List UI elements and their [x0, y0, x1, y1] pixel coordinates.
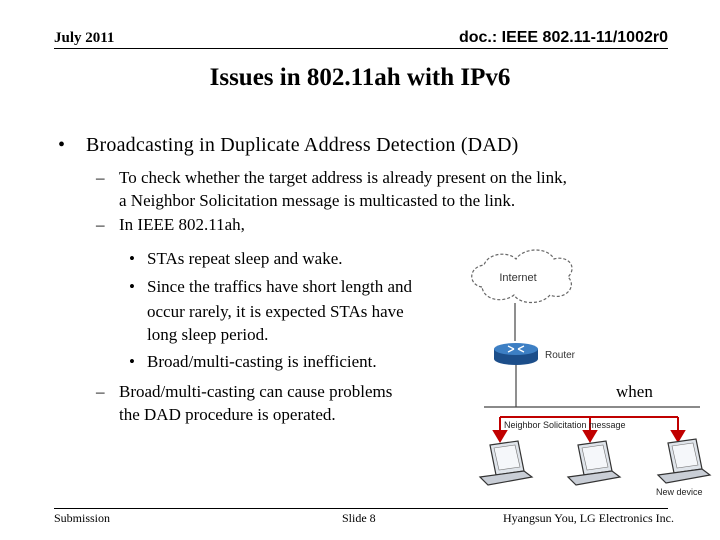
- dash-marker: –: [96, 215, 105, 234]
- header-divider: [54, 48, 668, 49]
- laptop-icon: [568, 441, 620, 485]
- new-device-laptop-icon: [658, 439, 710, 483]
- sub2-item: Since the traffics have short length and: [147, 277, 412, 296]
- sub2-item: Broad/multi-casting is inefficient.: [147, 352, 377, 371]
- slide-title: Issues in 802.11ah with IPv6: [209, 64, 511, 91]
- router-label: Router: [545, 350, 576, 361]
- sub2-item: occur rarely, it is expected STAs have: [147, 302, 404, 321]
- dot-marker: •: [129, 249, 135, 268]
- header-date: July 2011: [54, 30, 115, 46]
- ns-label: Neighbor Solicitation message: [504, 420, 626, 430]
- dot-marker: •: [129, 352, 135, 371]
- new-device-label: New device: [656, 487, 703, 497]
- network-diagram: [460, 245, 720, 500]
- footer-slide-number: Slide 8: [342, 511, 376, 525]
- footer-author: Hyangsun You, LG Electronics Inc.: [503, 511, 674, 525]
- sub1-line1: To check whether the target address is already present on the link,: [119, 168, 567, 187]
- router-icon: [494, 343, 538, 365]
- footer-submission: Submission: [54, 511, 111, 525]
- sub2-text: In IEEE 802.11ah,: [119, 215, 245, 234]
- footer-divider: [54, 508, 668, 509]
- arrow-head-icon: [584, 431, 596, 441]
- sub3-when: when: [616, 382, 653, 401]
- header-doc-id: doc.: IEEE 802.11-11/1002r0: [458, 29, 668, 46]
- arrow-head-icon: [494, 431, 506, 441]
- sub2-item: long sleep period.: [147, 325, 269, 344]
- laptop-icon: [480, 441, 532, 485]
- dot-marker: •: [129, 277, 135, 296]
- sub3-line2: the DAD procedure is operated.: [119, 405, 336, 424]
- dash-marker: –: [96, 168, 105, 187]
- bullet-dot: •: [58, 134, 66, 156]
- sub3-line1: Broad/multi-casting can cause problems: [119, 382, 393, 401]
- cloud-label: Internet: [499, 272, 537, 284]
- dash-marker: –: [96, 382, 105, 401]
- bullet-dad-text: Broadcasting in Duplicate Address Detection (DAD): [86, 134, 519, 156]
- sub1-line2: a Neighbor Solicitation message is multicasted to the link.: [119, 191, 516, 210]
- sub2-item: STAs repeat sleep and wake.: [147, 249, 343, 268]
- arrow-head-icon: [672, 431, 684, 441]
